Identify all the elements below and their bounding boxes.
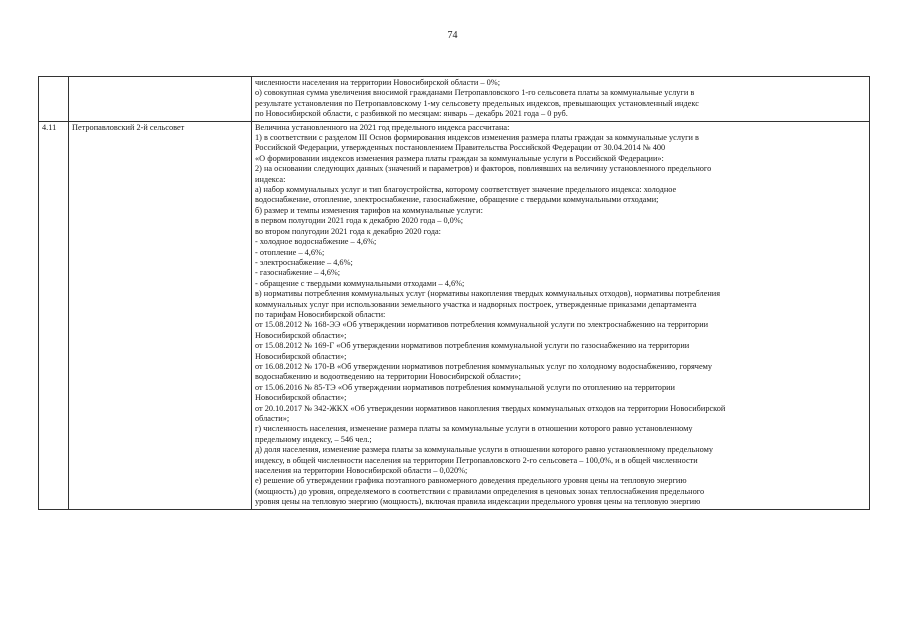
text-line: водоснабжение, отопление, электроснабжение, газоснабжение, обращение с твердыми коммунальными отходами;: [255, 195, 659, 205]
text-line: Новосибирской области»;: [255, 351, 347, 361]
text-line: 1) в соответствии с разделом III Основ формирования индексов изменения размера платы граждан за коммунальные услуги в: [255, 133, 699, 143]
text-line: водоснабжению и водоотведению на территории Новосибирской области»;: [255, 372, 521, 382]
text-line: - холодное водоснабжение – 4,6%;: [255, 237, 377, 247]
municipality-name-cell: Петропавловский 2-й сельсовет: [69, 121, 252, 509]
text-line: г) численность населения, изменение размера платы за коммунальные услуги в отношении которого равно установленному: [255, 424, 693, 434]
text-line: во втором полугодии 2021 года к декабрю 2020 года:: [255, 226, 441, 236]
table-row: [39, 77, 870, 122]
text-line: Новосибирской области»;: [255, 393, 347, 403]
text-line: результате установления по Петропавловскому 1-му сельсовету предельных индексов, превышающих установленный индекс: [255, 98, 699, 108]
text-line: коммунальных услуг при использовании земельного участка и надворных построек, утвержденные приказами департамента: [255, 299, 697, 309]
description-cell: [252, 121, 870, 509]
row-number-cell: 4.11: [39, 121, 69, 509]
municipality-name-cell: [69, 77, 252, 122]
text-line: - электроснабжение – 4,6%;: [255, 257, 353, 267]
text-line: в) нормативы потребления коммунальных услуг (нормативы накопления твердых коммунальных отходов), нормативы потребления: [255, 289, 721, 299]
text-line: предельному индексу, – 546 чел.;: [255, 434, 372, 444]
text-line: а) набор коммунальных услуг и тип благоустройства, которому соответствует значение предельного индекса: холодное: [255, 185, 677, 195]
text-line: - обращение с твердыми коммунальными отходами – 4,6%;: [255, 278, 465, 288]
text-line: от 15.06.2016 № 85-ТЭ «Об утверждении нормативов потребления коммунальной услуги по отоплению на территории: [255, 382, 675, 392]
row-number-cell: [39, 77, 69, 122]
text-line: Новосибирской области»;: [255, 330, 347, 340]
text-line: от 20.10.2017 № 342-ЖКХ «Об утверждении нормативов накопления твердых коммунальных отходов на территории Новосибирской: [255, 403, 726, 413]
tariff-index-table: [38, 76, 870, 510]
text-line: по тарифам Новосибирской области:: [255, 309, 386, 319]
text-line: «О формировании индексов изменения размера платы граждан за коммунальные услуги в Российской Федерации»:: [255, 153, 664, 163]
text-line: 2) на основании следующих данных (значений и параметров) и факторов, повлиявших на величину установленного предельного: [255, 164, 712, 174]
text-line: населения на территории Новосибирской области – 0,020%;: [255, 466, 468, 476]
text-line: от 16.08.2012 № 170-В «Об утверждении нормативов потребления коммунальных услуг по холодному водоснабжению, горячему: [255, 361, 713, 371]
text-line: д) доля населения, изменение размера платы за коммунальные услуги в отношении которого равно установленному предельному: [255, 445, 714, 455]
text-line: Величина установленного на 2021 год предельного индекса рассчитана:: [255, 122, 510, 132]
text-line: индекса:: [255, 174, 286, 184]
text-line: от 15.08.2012 № 168-ЭЭ «Об утверждении нормативов потребления коммунальной услуги по электроснабжению на территории: [255, 320, 709, 330]
text-line: от 15.08.2012 № 169-Г «Об утверждении нормативов потребления коммунальной услуги по газоснабжению на территории: [255, 341, 690, 351]
text-line: численности населения на территории Новосибирской области – 0%;: [255, 78, 501, 87]
table-row: [39, 121, 870, 509]
text-line: Российской Федерации, утвержденных постановлением Правительства Российской Федерации от 30.04.2014 № 400: [255, 143, 666, 153]
text-line: о) совокупная сумма увеличения вносимой гражданами Петропавловского 1-го сельсовета платы за коммунальные услуги в: [255, 88, 695, 98]
text-line: индексу, в общей численности населения на территории Петропавловского 2-го сельсовета – 100,0%, и в общей численности: [255, 455, 698, 465]
page-number: 74: [447, 30, 458, 41]
text-line: по Новосибирской области, с разбивкой по месяцам: январь – декабрь 2021 года – 0 руб.: [255, 109, 568, 119]
text-line: в первом полугодии 2021 года к декабрю 2020 года – 0,0%;: [255, 216, 464, 226]
text-line: области»;: [255, 414, 290, 423]
text-line: е) решение об утверждении графика поэтапного равномерного доведения предельного уровня цены на тепловую энергию: [255, 476, 687, 486]
description-cell: [252, 77, 870, 122]
text-line: уровня цены на тепловую энергию (мощность), включая правила индексации предельного уровня цены на тепловую энергию: [255, 497, 701, 507]
text-line: б) размер и темпы изменения тарифов на коммунальные услуги:: [255, 205, 483, 215]
text-line: - газоснабжение – 4,6%;: [255, 268, 341, 278]
text-line: - отопление – 4,6%;: [255, 247, 325, 257]
text-line: (мощность) до уровня, определяемого в соответствии с правилами определения в ценовых зонах теплоснабжения предельного: [255, 486, 705, 496]
